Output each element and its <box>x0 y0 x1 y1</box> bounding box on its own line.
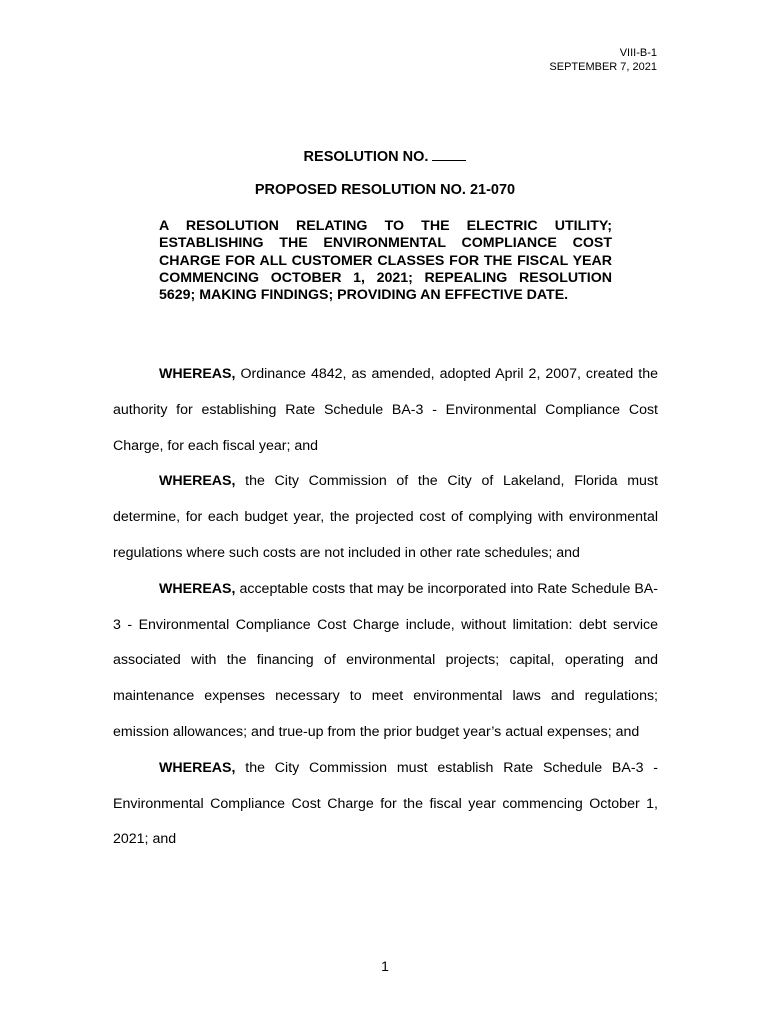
page-number: 1 <box>381 958 389 974</box>
clause-lead: WHEREAS, <box>159 580 236 597</box>
clause-text: the City Commission must establish Rate Schedule BA-3 - Environmental Compliance Cost Charge for the fiscal year commencing October 1, 2021; and <box>113 759 658 848</box>
agenda-code: VIII-B-1 <box>619 47 657 59</box>
proposed-resolution-number: PROPOSED RESOLUTION NO. 21-070 <box>254 182 516 198</box>
resolution-number-title <box>0 148 770 165</box>
whereas-clause <box>113 572 658 751</box>
document-header <box>549 46 657 74</box>
whereas-clauses <box>113 357 658 858</box>
whereas-clause <box>113 357 658 464</box>
clause-text: acceptable costs that may be incorporated into Rate Schedule BA-3 - Environmental Compliance Cost Charge include, without limitation: debt service associated with the financing of environmental projects; capital, operating and maintenance expenses necessary to meet environmental laws and regulations; emission allowances; and true-up from the prior budget year’s actual expenses; and <box>113 580 658 740</box>
resolution-summary: A RESOLUTION RELATING TO THE ELECTRIC UTILITY; ESTABLISHING THE ENVIRONMENTAL COMPLIANCE COST CHARGE FOR ALL CUSTOMER CLASSES FOR THE FISCAL YEAR COMMENCING OCTOBER 1, 2021; REPEALING RESOLUTION 5629; MAKING FINDINGS; PROVIDING AN EFFECTIVE DATE. <box>159 218 612 304</box>
clause-lead: WHEREAS, <box>159 759 236 776</box>
clause-text: the City Commission of the City of Lakeland, Florida must determine, for each budget year, the projected cost of complying with environmental regulations where such costs are not included in other rate schedules; and <box>113 473 658 561</box>
resolution-number-label: RESOLUTION NO. <box>303 149 429 165</box>
whereas-clause <box>113 464 658 571</box>
clause-text: Ordinance 4842, as amended, adopted April 2, 2007, created the authority for establishing Rate Schedule BA-3 - Environmental Compliance Cost Charge, for each fiscal year; and <box>113 366 658 454</box>
clause-lead: WHEREAS, <box>159 473 236 490</box>
whereas-clause <box>113 751 658 858</box>
clause-lead: WHEREAS, <box>159 366 236 382</box>
resolution-number-blank <box>432 148 466 161</box>
agenda-date: SEPTEMBER 7, 2021 <box>549 61 657 73</box>
